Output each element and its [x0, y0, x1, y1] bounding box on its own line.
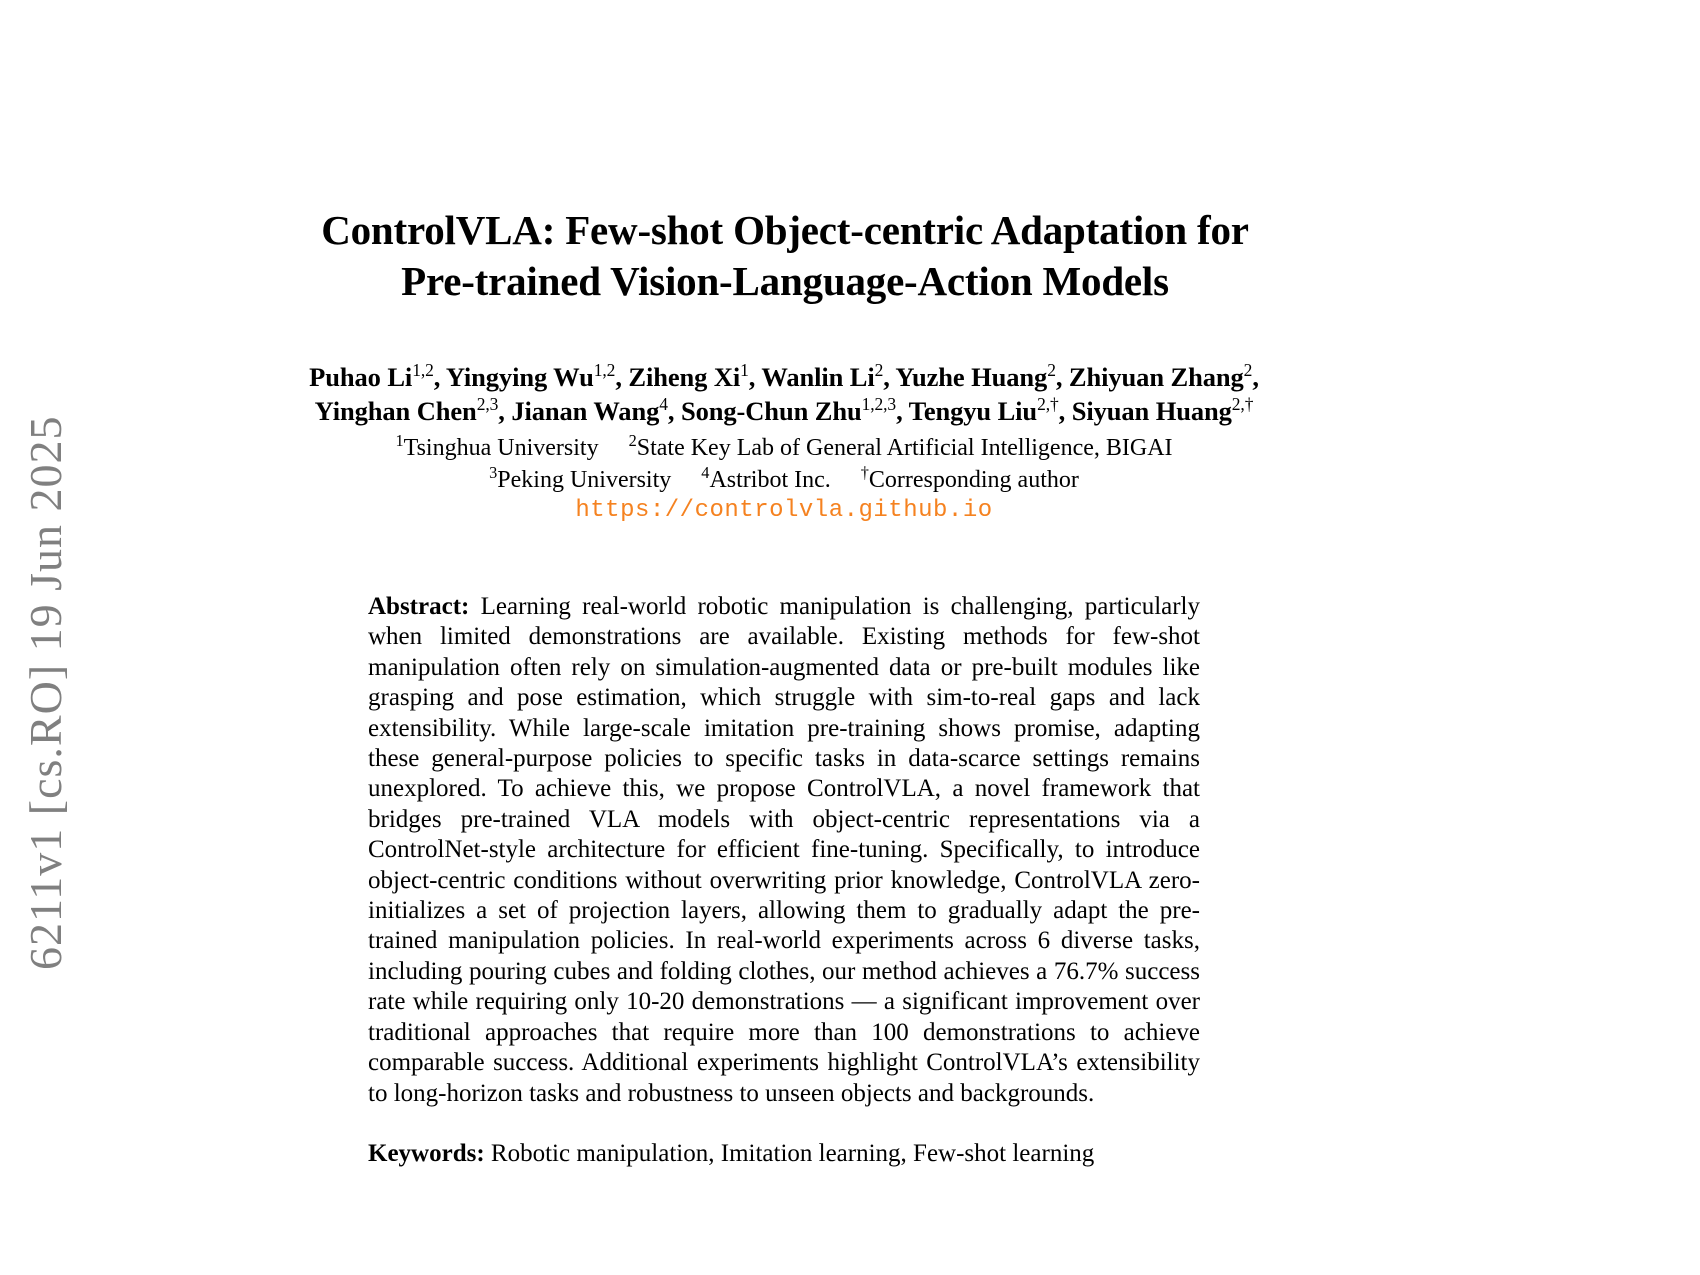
keywords-label: Keywords:: [368, 1140, 485, 1167]
affiliation-list: [268, 432, 1300, 496]
affiliation-name: Peking University: [497, 467, 672, 493]
author-name: Zhiyuan Zhang: [1068, 362, 1244, 392]
author-name: Wanlin Li: [761, 362, 875, 392]
author-name: Yuzhe Huang: [895, 362, 1048, 392]
author-name: Ziheng Xi: [628, 362, 741, 392]
affiliation-marker: 4: [701, 463, 710, 482]
author-affiliation-marker: 2: [1243, 360, 1253, 381]
author-line-1: Puhao Li$^{1,2}$, Yingying Wu$^{1,2}$, Ziheng Xi$^1$, Wanlin Li$^2$, Yuzhe Huang$^2$, Zhiyuan Zhang$^2$,: [309, 360, 1259, 392]
author-affiliation-marker: 2,†: [1231, 394, 1254, 415]
author-affiliation-marker: 2,3: [476, 394, 499, 415]
affiliation-row-2: [268, 464, 1300, 496]
author-name: Jianan Wang: [511, 396, 660, 426]
affiliation-name: Tsinghua University: [403, 435, 599, 461]
affiliation-name: State Key Lab of General Artificial Intelligence, BIGAI: [636, 435, 1173, 461]
author-affiliation-marker: 2,†: [1037, 394, 1059, 415]
paper-title: [270, 205, 1300, 307]
author-affiliation-marker: 1,2,3: [861, 394, 897, 415]
keywords-section: [368, 1139, 1200, 1169]
affiliation-name: Corresponding author: [868, 467, 1079, 493]
abstract-body: Learning real-world robotic manipulation is challenging, particularly when limited demonstrations are available. Existing methods for few-shot manipulation often rely on simulation-augmented data or pre-built modules like grasping and pose estimation, which struggle with sim-to-real gaps and lack extensibility. While large-scale imitation pre-training shows promise, adapting these general-purpose policies to specific tasks in data-scarce settings remains unexplored. To achieve this, we propose ControlVLA, a novel framework that bridges pre-trained VLA models with object-centric representations via a ControlNet-style architecture for efficient fine-tuning. Specifically, to introduce object-centric conditions without overwriting prior knowledge, ControlVLA zero-initializes a set of projection layers, allowing them to gradually adapt the pre-trained manipulation policies. In real-world experiments across 6 diverse tasks, including pouring cubes and folding clothes, our method achieves a 76.7% success rate while requiring only 10-20 demonstrations — a significant improvement over traditional approaches that require more than 100 demonstrations to achieve comparable success. Additional experiments highlight ControlVLA’s extensibility to long-horizon tasks and robustness to unseen objects and backgrounds.: [368, 593, 1201, 1107]
affiliation-marker: 3: [489, 463, 498, 482]
keywords-body: Robotic manipulation, Imitation learning, Few-shot learning: [490, 1140, 1095, 1167]
affiliation-marker: 2: [628, 431, 637, 450]
author-affiliation-marker: 2: [1047, 360, 1056, 381]
author-name: Song-Chun Zhu: [680, 396, 862, 426]
author-list: [268, 360, 1300, 428]
affiliation-marker: 1: [395, 431, 404, 450]
author-affiliation-marker: 1,2: [593, 360, 616, 381]
author-affiliation-marker: 4: [659, 394, 668, 415]
affiliation-marker: †: [860, 463, 869, 482]
affiliation-row-1: [268, 432, 1300, 464]
author-affiliation-marker: 2: [874, 360, 884, 381]
abstract-section: [368, 592, 1200, 1109]
author-affiliation-marker: 1,2: [412, 360, 434, 381]
arxiv-stamp-text: 6211v1 [cs.RO] 19 Jun 2025: [19, 415, 71, 970]
page-title: [270, 205, 1300, 307]
author-name: Yinghan Chen: [314, 396, 477, 426]
paper-title-line-2: Pre-trained Vision-Language-Action Models: [401, 258, 1169, 304]
affiliation-name: Astribot Inc.: [709, 467, 831, 493]
author-affiliation-marker: 1: [740, 360, 749, 381]
author-name: Puhao Li: [309, 362, 413, 392]
author-name: Siyuan Huang: [1071, 396, 1232, 426]
paper-title-line-1: ControlVLA: Few-shot Object-centric Adaptation for: [321, 207, 1249, 253]
author-name: Yingying Wu: [445, 362, 594, 392]
project-page-link[interactable]: https://controlvla.github.io: [575, 497, 993, 524]
author-line-2: Yinghan Chen$^{2,3}$, Jianan Wang$^4$, Song-Chun Zhu$^{1,2,3}$, Tengyu Liu$^{2,\dagger}$, Siyuan Huang$^{2,\dagger}$: [314, 394, 1254, 426]
abstract-label: Abstract:: [368, 593, 470, 620]
author-name: Tengyu Liu: [908, 396, 1038, 426]
